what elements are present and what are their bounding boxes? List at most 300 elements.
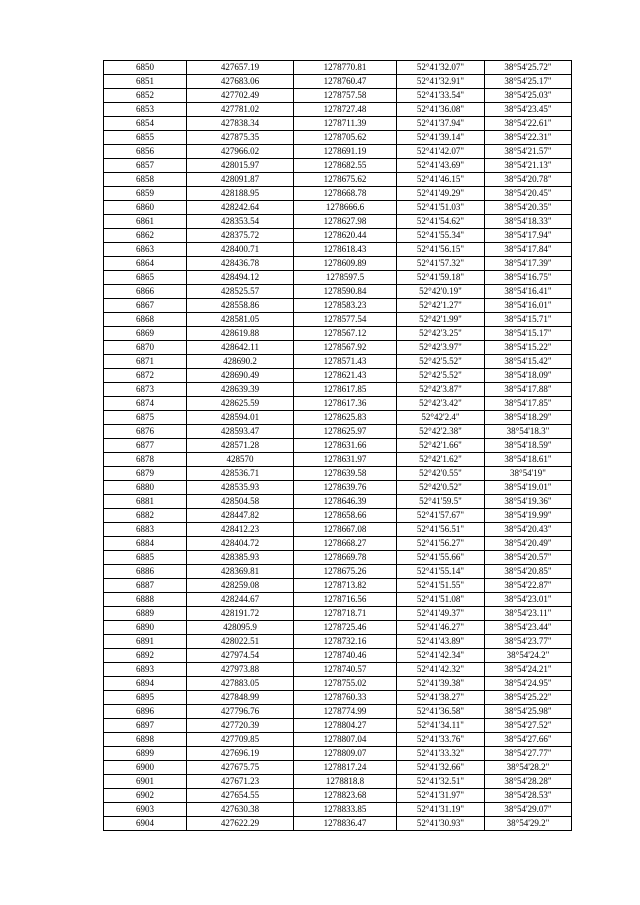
x-coordinate-cell: 428091.87 bbox=[187, 173, 294, 187]
x-coordinate-cell: 427709.85 bbox=[187, 733, 294, 747]
point-number-cell: 6889 bbox=[104, 607, 187, 621]
latitude-cell: 52°41'39.14" bbox=[397, 131, 485, 145]
table-row bbox=[104, 117, 572, 131]
longitude-cell: 38°54'15.42" bbox=[485, 355, 572, 369]
y-coordinate-cell: 1278609.89 bbox=[294, 257, 397, 271]
x-coordinate-cell: 428581.05 bbox=[187, 313, 294, 327]
point-number-cell: 6853 bbox=[104, 103, 187, 117]
point-number-cell: 6872 bbox=[104, 369, 187, 383]
latitude-cell: 52°41'51.03" bbox=[397, 201, 485, 215]
x-coordinate-cell: 427671.23 bbox=[187, 775, 294, 789]
latitude-cell: 52°41'42.32" bbox=[397, 663, 485, 677]
latitude-cell: 52°41'56.27" bbox=[397, 537, 485, 551]
latitude-cell: 52°41'33.54" bbox=[397, 89, 485, 103]
y-coordinate-cell: 1278617.36 bbox=[294, 397, 397, 411]
point-number-cell: 6898 bbox=[104, 733, 187, 747]
latitude-cell: 52°42'1.99" bbox=[397, 313, 485, 327]
point-number-cell: 6887 bbox=[104, 579, 187, 593]
table-row bbox=[104, 369, 572, 383]
latitude-cell: 52°41'33.76" bbox=[397, 733, 485, 747]
longitude-cell: 38°54'27.52" bbox=[485, 719, 572, 733]
x-coordinate-cell: 428494.12 bbox=[187, 271, 294, 285]
longitude-cell: 38°54'21.57" bbox=[485, 145, 572, 159]
table-row bbox=[104, 817, 572, 831]
point-number-cell: 6883 bbox=[104, 523, 187, 537]
table-row bbox=[104, 145, 572, 159]
x-coordinate-cell: 428558.86 bbox=[187, 299, 294, 313]
x-coordinate-cell: 428095.9 bbox=[187, 621, 294, 635]
x-coordinate-cell: 428191.72 bbox=[187, 607, 294, 621]
longitude-cell: 38°54'20.35" bbox=[485, 201, 572, 215]
latitude-cell: 52°41'49.29" bbox=[397, 187, 485, 201]
y-coordinate-cell: 1278732.16 bbox=[294, 635, 397, 649]
point-number-cell: 6860 bbox=[104, 201, 187, 215]
coordinates-table-body bbox=[104, 61, 572, 831]
point-number-cell: 6859 bbox=[104, 187, 187, 201]
point-number-cell: 6892 bbox=[104, 649, 187, 663]
longitude-cell: 38°54'17.88" bbox=[485, 383, 572, 397]
latitude-cell: 52°41'55.66" bbox=[397, 551, 485, 565]
x-coordinate-cell: 428375.72 bbox=[187, 229, 294, 243]
x-coordinate-cell: 427966.02 bbox=[187, 145, 294, 159]
x-coordinate-cell: 428259.08 bbox=[187, 579, 294, 593]
table-row bbox=[104, 257, 572, 271]
x-coordinate-cell: 428188.95 bbox=[187, 187, 294, 201]
latitude-cell: 52°41'56.51" bbox=[397, 523, 485, 537]
table-row bbox=[104, 453, 572, 467]
point-number-cell: 6888 bbox=[104, 593, 187, 607]
point-number-cell: 6873 bbox=[104, 383, 187, 397]
y-coordinate-cell: 1278667.08 bbox=[294, 523, 397, 537]
table-row bbox=[104, 593, 572, 607]
longitude-cell: 38°54'18.3" bbox=[485, 425, 572, 439]
latitude-cell: 52°41'30.93" bbox=[397, 817, 485, 831]
y-coordinate-cell: 1278691.19 bbox=[294, 145, 397, 159]
x-coordinate-cell: 427675.75 bbox=[187, 761, 294, 775]
table-row bbox=[104, 733, 572, 747]
longitude-cell: 38°54'16.41" bbox=[485, 285, 572, 299]
y-coordinate-cell: 1278755.02 bbox=[294, 677, 397, 691]
point-number-cell: 6903 bbox=[104, 803, 187, 817]
point-number-cell: 6857 bbox=[104, 159, 187, 173]
y-coordinate-cell: 1278620.44 bbox=[294, 229, 397, 243]
x-coordinate-cell: 427974.54 bbox=[187, 649, 294, 663]
longitude-cell: 38°54'17.39" bbox=[485, 257, 572, 271]
y-coordinate-cell: 1278705.62 bbox=[294, 131, 397, 145]
point-number-cell: 6877 bbox=[104, 439, 187, 453]
longitude-cell: 38°54'24.21" bbox=[485, 663, 572, 677]
latitude-cell: 52°42'0.19" bbox=[397, 285, 485, 299]
latitude-cell: 52°41'33.32" bbox=[397, 747, 485, 761]
x-coordinate-cell: 428436.78 bbox=[187, 257, 294, 271]
table-row bbox=[104, 663, 572, 677]
table-row bbox=[104, 425, 572, 439]
point-number-cell: 6865 bbox=[104, 271, 187, 285]
latitude-cell: 52°41'31.19" bbox=[397, 803, 485, 817]
table-row bbox=[104, 383, 572, 397]
longitude-cell: 38°54'20.43" bbox=[485, 523, 572, 537]
point-number-cell: 6858 bbox=[104, 173, 187, 187]
y-coordinate-cell: 1278740.46 bbox=[294, 649, 397, 663]
x-coordinate-cell: 428625.59 bbox=[187, 397, 294, 411]
x-coordinate-cell: 427630.38 bbox=[187, 803, 294, 817]
point-number-cell: 6904 bbox=[104, 817, 187, 831]
latitude-cell: 52°42'1.27" bbox=[397, 299, 485, 313]
y-coordinate-cell: 1278658.66 bbox=[294, 509, 397, 523]
y-coordinate-cell: 1278668.78 bbox=[294, 187, 397, 201]
y-coordinate-cell: 1278727.48 bbox=[294, 103, 397, 117]
table-row bbox=[104, 299, 572, 313]
y-coordinate-cell: 1278774.99 bbox=[294, 705, 397, 719]
table-row bbox=[104, 341, 572, 355]
longitude-cell: 38°54'20.57" bbox=[485, 551, 572, 565]
latitude-cell: 52°41'32.91" bbox=[397, 75, 485, 89]
y-coordinate-cell: 1278823.68 bbox=[294, 789, 397, 803]
latitude-cell: 52°41'57.32" bbox=[397, 257, 485, 271]
point-number-cell: 6856 bbox=[104, 145, 187, 159]
table-row bbox=[104, 621, 572, 635]
x-coordinate-cell: 428504.58 bbox=[187, 495, 294, 509]
latitude-cell: 52°41'55.14" bbox=[397, 565, 485, 579]
table-row bbox=[104, 775, 572, 789]
table-row bbox=[104, 607, 572, 621]
latitude-cell: 52°41'43.89" bbox=[397, 635, 485, 649]
table-row bbox=[104, 411, 572, 425]
longitude-cell: 38°54'22.31" bbox=[485, 131, 572, 145]
latitude-cell: 52°42'5.52" bbox=[397, 369, 485, 383]
point-number-cell: 6894 bbox=[104, 677, 187, 691]
table-row bbox=[104, 747, 572, 761]
longitude-cell: 38°54'25.03" bbox=[485, 89, 572, 103]
latitude-cell: 52°42'3.87" bbox=[397, 383, 485, 397]
y-coordinate-cell: 1278817.24 bbox=[294, 761, 397, 775]
latitude-cell: 52°41'32.66" bbox=[397, 761, 485, 775]
table-row bbox=[104, 103, 572, 117]
point-number-cell: 6900 bbox=[104, 761, 187, 775]
y-coordinate-cell: 1278666.6 bbox=[294, 201, 397, 215]
longitude-cell: 38°54'29.2" bbox=[485, 817, 572, 831]
point-number-cell: 6890 bbox=[104, 621, 187, 635]
point-number-cell: 6896 bbox=[104, 705, 187, 719]
x-coordinate-cell: 427838.34 bbox=[187, 117, 294, 131]
longitude-cell: 38°54'23.11" bbox=[485, 607, 572, 621]
table-row bbox=[104, 271, 572, 285]
x-coordinate-cell: 428525.57 bbox=[187, 285, 294, 299]
y-coordinate-cell: 1278836.47 bbox=[294, 817, 397, 831]
longitude-cell: 38°54'27.66" bbox=[485, 733, 572, 747]
longitude-cell: 38°54'25.17" bbox=[485, 75, 572, 89]
x-coordinate-cell: 428690.49 bbox=[187, 369, 294, 383]
x-coordinate-cell: 428385.93 bbox=[187, 551, 294, 565]
table-row bbox=[104, 89, 572, 103]
x-coordinate-cell: 428690.2 bbox=[187, 355, 294, 369]
coordinates-table bbox=[103, 60, 572, 831]
x-coordinate-cell: 427796.76 bbox=[187, 705, 294, 719]
y-coordinate-cell: 1278597.5 bbox=[294, 271, 397, 285]
longitude-cell: 38°54'22.87" bbox=[485, 579, 572, 593]
x-coordinate-cell: 428619.88 bbox=[187, 327, 294, 341]
point-number-cell: 6902 bbox=[104, 789, 187, 803]
latitude-cell: 52°41'59.18" bbox=[397, 271, 485, 285]
x-coordinate-cell: 428642.11 bbox=[187, 341, 294, 355]
y-coordinate-cell: 1278725.46 bbox=[294, 621, 397, 635]
point-number-cell: 6869 bbox=[104, 327, 187, 341]
y-coordinate-cell: 1278625.97 bbox=[294, 425, 397, 439]
x-coordinate-cell: 428244.67 bbox=[187, 593, 294, 607]
y-coordinate-cell: 1278675.26 bbox=[294, 565, 397, 579]
y-coordinate-cell: 1278716.56 bbox=[294, 593, 397, 607]
y-coordinate-cell: 1278675.62 bbox=[294, 173, 397, 187]
point-number-cell: 6895 bbox=[104, 691, 187, 705]
table-row bbox=[104, 789, 572, 803]
longitude-cell: 38°54'16.01" bbox=[485, 299, 572, 313]
table-row bbox=[104, 355, 572, 369]
point-number-cell: 6868 bbox=[104, 313, 187, 327]
y-coordinate-cell: 1278583.23 bbox=[294, 299, 397, 313]
x-coordinate-cell: 428400.71 bbox=[187, 243, 294, 257]
table-row bbox=[104, 201, 572, 215]
latitude-cell: 52°42'1.66" bbox=[397, 439, 485, 453]
longitude-cell: 38°54'17.85" bbox=[485, 397, 572, 411]
y-coordinate-cell: 1278760.47 bbox=[294, 75, 397, 89]
table-row bbox=[104, 187, 572, 201]
y-coordinate-cell: 1278567.12 bbox=[294, 327, 397, 341]
longitude-cell: 38°54'23.77" bbox=[485, 635, 572, 649]
y-coordinate-cell: 1278646.39 bbox=[294, 495, 397, 509]
x-coordinate-cell: 428404.72 bbox=[187, 537, 294, 551]
x-coordinate-cell: 428447.82 bbox=[187, 509, 294, 523]
table-row bbox=[104, 467, 572, 481]
point-number-cell: 6882 bbox=[104, 509, 187, 523]
table-row bbox=[104, 705, 572, 719]
x-coordinate-cell: 428535.93 bbox=[187, 481, 294, 495]
table-row bbox=[104, 551, 572, 565]
longitude-cell: 38°54'23.44" bbox=[485, 621, 572, 635]
longitude-cell: 38°54'15.17" bbox=[485, 327, 572, 341]
longitude-cell: 38°54'28.2" bbox=[485, 761, 572, 775]
point-number-cell: 6878 bbox=[104, 453, 187, 467]
latitude-cell: 52°41'32.51" bbox=[397, 775, 485, 789]
table-row bbox=[104, 537, 572, 551]
latitude-cell: 52°41'51.55" bbox=[397, 579, 485, 593]
longitude-cell: 38°54'20.85" bbox=[485, 565, 572, 579]
x-coordinate-cell: 427657.19 bbox=[187, 61, 294, 75]
point-number-cell: 6867 bbox=[104, 299, 187, 313]
table-row bbox=[104, 509, 572, 523]
point-number-cell: 6901 bbox=[104, 775, 187, 789]
longitude-cell: 38°54'24.2" bbox=[485, 649, 572, 663]
longitude-cell: 38°54'20.45" bbox=[485, 187, 572, 201]
y-coordinate-cell: 1278617.85 bbox=[294, 383, 397, 397]
y-coordinate-cell: 1278577.54 bbox=[294, 313, 397, 327]
longitude-cell: 38°54'29.07" bbox=[485, 803, 572, 817]
y-coordinate-cell: 1278713.82 bbox=[294, 579, 397, 593]
longitude-cell: 38°54'19.36" bbox=[485, 495, 572, 509]
table-row bbox=[104, 579, 572, 593]
latitude-cell: 52°41'42.34" bbox=[397, 649, 485, 663]
table-row bbox=[104, 397, 572, 411]
point-number-cell: 6870 bbox=[104, 341, 187, 355]
table-row bbox=[104, 75, 572, 89]
y-coordinate-cell: 1278804.27 bbox=[294, 719, 397, 733]
longitude-cell: 38°54'20.78" bbox=[485, 173, 572, 187]
point-number-cell: 6886 bbox=[104, 565, 187, 579]
x-coordinate-cell: 428536.71 bbox=[187, 467, 294, 481]
longitude-cell: 38°54'18.09" bbox=[485, 369, 572, 383]
table-row bbox=[104, 719, 572, 733]
point-number-cell: 6851 bbox=[104, 75, 187, 89]
table-row bbox=[104, 523, 572, 537]
x-coordinate-cell: 428570 bbox=[187, 453, 294, 467]
table-row bbox=[104, 285, 572, 299]
latitude-cell: 52°41'36.08" bbox=[397, 103, 485, 117]
table-row bbox=[104, 131, 572, 145]
x-coordinate-cell: 428022.51 bbox=[187, 635, 294, 649]
y-coordinate-cell: 1278682.55 bbox=[294, 159, 397, 173]
latitude-cell: 52°42'3.42" bbox=[397, 397, 485, 411]
latitude-cell: 52°41'42.07" bbox=[397, 145, 485, 159]
point-number-cell: 6861 bbox=[104, 215, 187, 229]
y-coordinate-cell: 1278631.66 bbox=[294, 439, 397, 453]
latitude-cell: 52°42'2.4" bbox=[397, 411, 485, 425]
table-row bbox=[104, 649, 572, 663]
point-number-cell: 6880 bbox=[104, 481, 187, 495]
longitude-cell: 38°54'22.61" bbox=[485, 117, 572, 131]
point-number-cell: 6850 bbox=[104, 61, 187, 75]
point-number-cell: 6863 bbox=[104, 243, 187, 257]
point-number-cell: 6885 bbox=[104, 551, 187, 565]
latitude-cell: 52°42'1.62" bbox=[397, 453, 485, 467]
point-number-cell: 6899 bbox=[104, 747, 187, 761]
longitude-cell: 38°54'19.01" bbox=[485, 481, 572, 495]
table-row bbox=[104, 761, 572, 775]
latitude-cell: 52°42'5.52" bbox=[397, 355, 485, 369]
x-coordinate-cell: 428639.39 bbox=[187, 383, 294, 397]
y-coordinate-cell: 1278807.04 bbox=[294, 733, 397, 747]
longitude-cell: 38°54'27.77" bbox=[485, 747, 572, 761]
point-number-cell: 6879 bbox=[104, 467, 187, 481]
point-number-cell: 6893 bbox=[104, 663, 187, 677]
longitude-cell: 38°54'20.49" bbox=[485, 537, 572, 551]
latitude-cell: 52°41'39.38" bbox=[397, 677, 485, 691]
latitude-cell: 52°41'31.97" bbox=[397, 789, 485, 803]
table-row bbox=[104, 159, 572, 173]
latitude-cell: 52°42'0.55" bbox=[397, 467, 485, 481]
longitude-cell: 38°54'28.28" bbox=[485, 775, 572, 789]
point-number-cell: 6874 bbox=[104, 397, 187, 411]
table-row bbox=[104, 61, 572, 75]
x-coordinate-cell: 427720.39 bbox=[187, 719, 294, 733]
y-coordinate-cell: 1278639.58 bbox=[294, 467, 397, 481]
latitude-cell: 52°41'37.94" bbox=[397, 117, 485, 131]
table-row bbox=[104, 313, 572, 327]
latitude-cell: 52°42'3.97" bbox=[397, 341, 485, 355]
longitude-cell: 38°54'25.22" bbox=[485, 691, 572, 705]
table-row bbox=[104, 243, 572, 257]
table-row bbox=[104, 439, 572, 453]
point-number-cell: 6884 bbox=[104, 537, 187, 551]
longitude-cell: 38°54'18.29" bbox=[485, 411, 572, 425]
table-row bbox=[104, 481, 572, 495]
table-row bbox=[104, 229, 572, 243]
y-coordinate-cell: 1278809.07 bbox=[294, 747, 397, 761]
y-coordinate-cell: 1278571.43 bbox=[294, 355, 397, 369]
y-coordinate-cell: 1278631.97 bbox=[294, 453, 397, 467]
latitude-cell: 52°41'49.37" bbox=[397, 607, 485, 621]
table-row bbox=[104, 635, 572, 649]
latitude-cell: 52°41'51.08" bbox=[397, 593, 485, 607]
point-number-cell: 6881 bbox=[104, 495, 187, 509]
point-number-cell: 6864 bbox=[104, 257, 187, 271]
x-coordinate-cell: 428353.54 bbox=[187, 215, 294, 229]
x-coordinate-cell: 427654.55 bbox=[187, 789, 294, 803]
y-coordinate-cell: 1278718.71 bbox=[294, 607, 397, 621]
latitude-cell: 52°41'36.58" bbox=[397, 705, 485, 719]
y-coordinate-cell: 1278668.27 bbox=[294, 537, 397, 551]
point-number-cell: 6862 bbox=[104, 229, 187, 243]
table-row bbox=[104, 215, 572, 229]
y-coordinate-cell: 1278669.78 bbox=[294, 551, 397, 565]
longitude-cell: 38°54'19.99" bbox=[485, 509, 572, 523]
latitude-cell: 52°41'32.07" bbox=[397, 61, 485, 75]
y-coordinate-cell: 1278760.33 bbox=[294, 691, 397, 705]
latitude-cell: 52°41'46.27" bbox=[397, 621, 485, 635]
latitude-cell: 52°42'3.25" bbox=[397, 327, 485, 341]
y-coordinate-cell: 1278567.92 bbox=[294, 341, 397, 355]
longitude-cell: 38°54'21.13" bbox=[485, 159, 572, 173]
y-coordinate-cell: 1278740.57 bbox=[294, 663, 397, 677]
table-row bbox=[104, 677, 572, 691]
x-coordinate-cell: 427622.29 bbox=[187, 817, 294, 831]
point-number-cell: 6855 bbox=[104, 131, 187, 145]
latitude-cell: 52°42'0.52" bbox=[397, 481, 485, 495]
x-coordinate-cell: 428242.64 bbox=[187, 201, 294, 215]
x-coordinate-cell: 427883.05 bbox=[187, 677, 294, 691]
longitude-cell: 38°54'15.71" bbox=[485, 313, 572, 327]
table-row bbox=[104, 691, 572, 705]
longitude-cell: 38°54'16.75" bbox=[485, 271, 572, 285]
y-coordinate-cell: 1278818.8 bbox=[294, 775, 397, 789]
table-row bbox=[104, 565, 572, 579]
y-coordinate-cell: 1278627.98 bbox=[294, 215, 397, 229]
latitude-cell: 52°41'46.15" bbox=[397, 173, 485, 187]
table-row bbox=[104, 327, 572, 341]
table-row bbox=[104, 495, 572, 509]
y-coordinate-cell: 1278770.81 bbox=[294, 61, 397, 75]
point-number-cell: 6854 bbox=[104, 117, 187, 131]
longitude-cell: 38°54'18.61" bbox=[485, 453, 572, 467]
table-row bbox=[104, 173, 572, 187]
x-coordinate-cell: 427702.49 bbox=[187, 89, 294, 103]
latitude-cell: 52°41'59.5" bbox=[397, 495, 485, 509]
x-coordinate-cell: 427683.06 bbox=[187, 75, 294, 89]
x-coordinate-cell: 427875.35 bbox=[187, 131, 294, 145]
longitude-cell: 38°54'25.98" bbox=[485, 705, 572, 719]
longitude-cell: 38°54'24.95" bbox=[485, 677, 572, 691]
point-number-cell: 6876 bbox=[104, 425, 187, 439]
longitude-cell: 38°54'18.59" bbox=[485, 439, 572, 453]
x-coordinate-cell: 428015.97 bbox=[187, 159, 294, 173]
latitude-cell: 52°41'38.27" bbox=[397, 691, 485, 705]
longitude-cell: 38°54'25.72" bbox=[485, 61, 572, 75]
x-coordinate-cell: 428593.47 bbox=[187, 425, 294, 439]
x-coordinate-cell: 428594.01 bbox=[187, 411, 294, 425]
x-coordinate-cell: 427781.02 bbox=[187, 103, 294, 117]
longitude-cell: 38°54'15.22" bbox=[485, 341, 572, 355]
longitude-cell: 38°54'28.53" bbox=[485, 789, 572, 803]
y-coordinate-cell: 1278618.43 bbox=[294, 243, 397, 257]
point-number-cell: 6897 bbox=[104, 719, 187, 733]
